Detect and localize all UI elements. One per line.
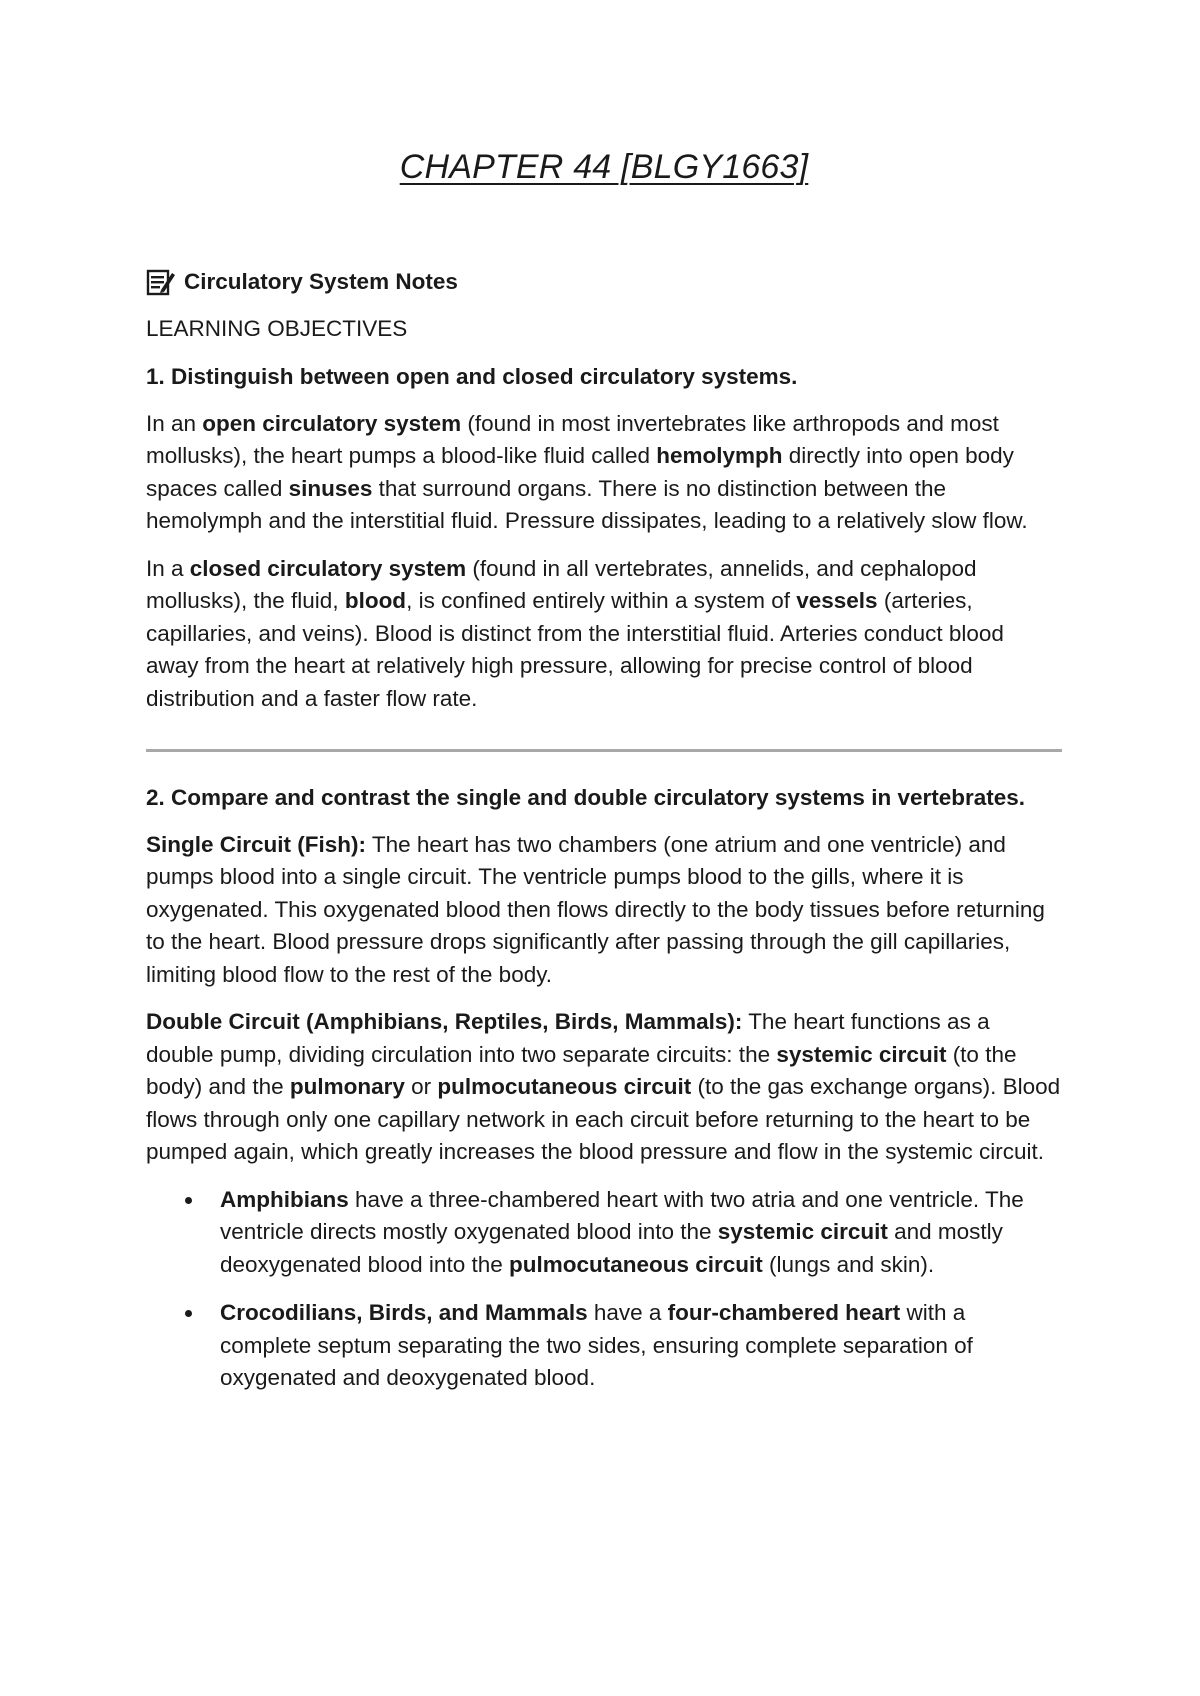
bullet-icon <box>185 1197 192 1204</box>
learning-objectives-heading: LEARNING OBJECTIVES <box>146 315 408 341</box>
heart-types-list <box>146 1184 1062 1395</box>
list-item: Amphibians have a three-chambered heart with two atria and one ventricle. The ventricle directs mostly oxygenated blood into the systemic circuit and mostly deoxygenated blood into the pulmocutaneous circuit (lungs and skin). <box>146 1184 1062 1282</box>
open-system-paragraph: In an open circulatory system (found in most invertebrates like arthropods and most mollusks), the heart pumps a blood-like fluid called hemolymph directly into open body spaces called sinuses that surround organs. There is no distinction between the hemolymph and the interstitial fluid. Pressure dissipates, leading to a relatively slow flow. <box>146 410 1028 533</box>
chapter-title: CHAPTER 44 [BLGY1663] <box>399 148 809 186</box>
list-item: Crocodilians, Birds, and Mammals have a four-chambered heart with a complete septum separating the two sides, ensuring complete separation of oxygenated and deoxygenated blood. <box>146 1297 1062 1395</box>
single-circuit-paragraph: Single Circuit (Fish): The heart has two chambers (one atrium and one ventricle) and pumps blood into a single circuit. The ventricle pumps blood to the gills, where it is oxygenated. This oxygenated blood then flows directly to the body tissues before returning to the heart. Blood pressure drops significantly after passing through the gill capillaries, limiting blood flow to the rest of the body. <box>146 831 1045 987</box>
bullet-icon <box>185 1310 192 1317</box>
section-1-heading: 1. Distinguish between open and closed circulatory systems. <box>146 364 798 389</box>
notes-heading <box>146 266 1062 299</box>
section-2-heading: 2. Compare and contrast the single and double circulatory systems in vertebrates. <box>146 785 1026 810</box>
notes-heading-text: Circulatory System Notes <box>184 269 458 294</box>
document-content <box>146 266 1062 1411</box>
closed-system-paragraph: In a closed circulatory system (found in all vertebrates, annelids, and cephalopod mollusks), the fluid, blood, is confined entirely within a system of vessels (arteries, capillaries, and veins). Blood is distinct from the interstitial fluid. Arteries conduct blood away from the heart at relatively high pressure, allowing for precise control of blood distribution and a faster flow rate. <box>146 555 1004 711</box>
double-circuit-paragraph: Double Circuit (Amphibians, Reptiles, Birds, Mammals): The heart functions as a double pump, dividing circulation into two separate circuits: the systemic circuit (to the body) and the pulmonary or pulmocutaneous circuit (to the gas exchange organs). Blood flows through only one capillary network in each circuit before returning to the heart to be pumped again, which greatly increases the blood pressure and flow in the systemic circuit. <box>146 1009 1061 1164</box>
horizontal-divider <box>146 749 1062 752</box>
memo-icon <box>146 268 176 296</box>
